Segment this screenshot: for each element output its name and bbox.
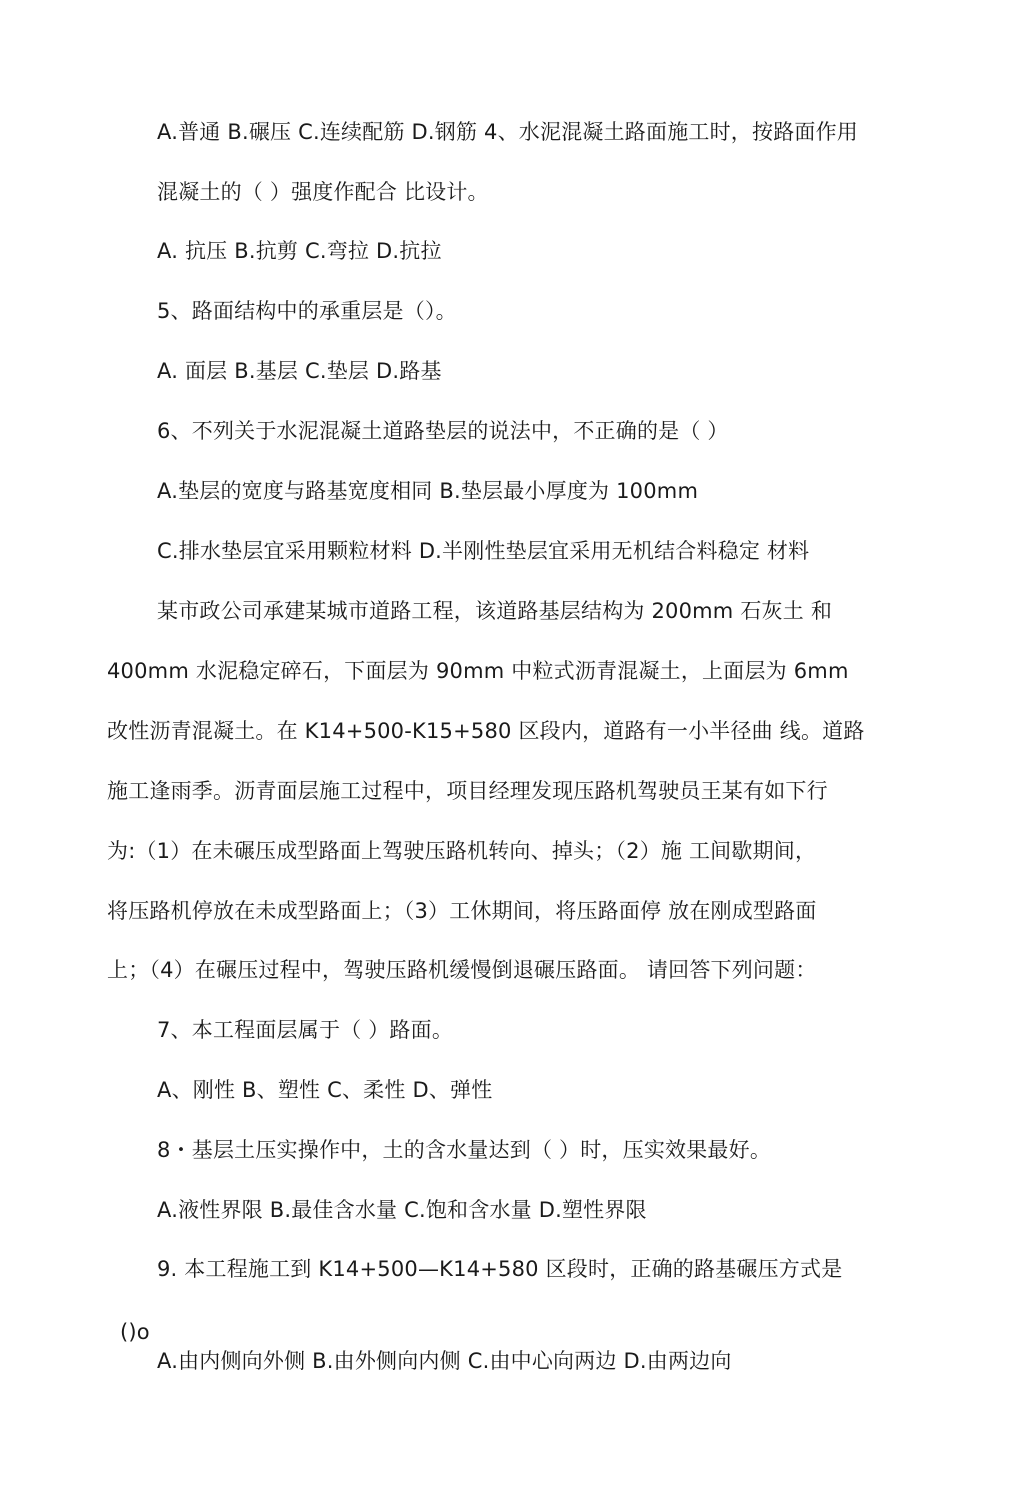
text-line-9: 某市政公司承建某城市道路工程，该道路基层结构为 200mm 石灰土 和 bbox=[157, 599, 833, 623]
text-line-8: C.排水垫层宜采用颗粒材料 D.半刚性垫层宜采用无机结合料稳定 材料 bbox=[157, 539, 810, 563]
text-line-12: 施工逢雨季。沥青面层施工过程中，项目经理发现压路机驾驶员王某有如下行 bbox=[107, 779, 828, 803]
text-line-5: A. 面层 B.基层 C.垫层 D.路基 bbox=[157, 359, 442, 383]
text-line-4: 5、路面结构中的承重层是（）。 bbox=[157, 299, 457, 323]
text-line-18: 8・基层土压实操作中，土的含水量达到（ ）时，压实效果最好。 bbox=[157, 1138, 772, 1162]
text-line-17: A、刚性 B、塑性 C、柔性 D、弹性 bbox=[157, 1078, 493, 1102]
text-line-13: 为:（1）在未碾压成型路面上驾驶压路机转向、掉头；（2）施 工间歇期间， bbox=[107, 839, 817, 863]
text-line-10: 400mm 水泥稳定碎石，下面层为 90mm 中粒式沥青混凝土，上面层为 6mm bbox=[107, 659, 849, 683]
text-line-16: 7、本工程面层属于（ ）路面。 bbox=[157, 1018, 454, 1042]
text-line-6: 6、不列关于水泥混凝土道路垫层的说法中，不正确的是（ ） bbox=[157, 419, 729, 443]
text-line-15: 上；（4）在碾压过程中，驾驶压路机缓慢倒退碾压路面。 请回答下列问题： bbox=[107, 958, 817, 982]
text-line-20: 9. 本工程施工到 K14+500—K14+580 区段时，正确的路基碾压方式是 bbox=[157, 1257, 843, 1281]
text-line-2: 混凝土的（ ）强度作配合 比设计。 bbox=[157, 180, 489, 204]
text-line-22: A.由内侧向外侧 B.由外侧向内侧 C.由中心向两边 D.由两边向 bbox=[157, 1349, 732, 1373]
text-line-14: 将压路机停放在未成型路面上；（3）工休期间，将压路面停 放在刚成型路面 bbox=[107, 899, 817, 923]
text-line-7: A.垫层的宽度与路基宽度相同 B.垫层最小厚度为 100mm bbox=[157, 479, 699, 503]
text-line-11: 改性沥青混凝土。在 K14+500-K15+580 区段内，道路有一小半径曲 线。道路 bbox=[107, 719, 865, 743]
text-line-3: A. 抗压 B.抗剪 C.弯拉 D.抗拉 bbox=[157, 239, 442, 263]
text-line-1: A.普通 B.碾压 C.连续配筋 D.钢筋 4、水泥混凝土路面施工时，按路面作用 bbox=[157, 120, 858, 144]
text-line-19: A.液性界限 B.最佳含水量 C.饱和含水量 D.塑性界限 bbox=[157, 1198, 647, 1222]
text-line-21: ()o bbox=[120, 1320, 150, 1344]
